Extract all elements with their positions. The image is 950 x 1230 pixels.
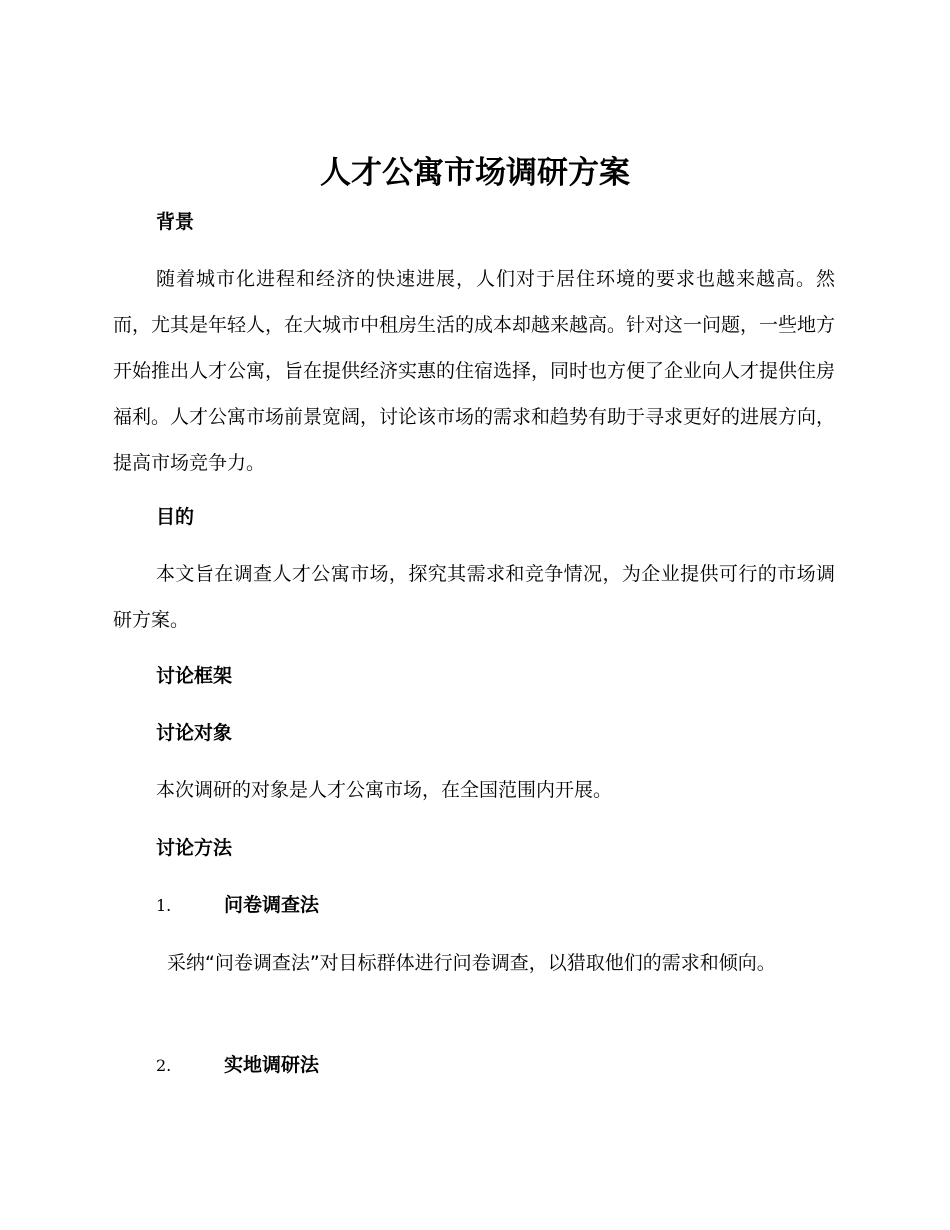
method-label: 问卷调查法: [224, 894, 320, 916]
document-title: 人才公寓市场调研方案: [320, 155, 630, 191]
subject-heading: 讨论对象: [156, 722, 233, 744]
method-item-2: [156, 1050, 319, 1081]
method-label: 实地调研法: [224, 1054, 320, 1076]
background-paragraph: 随着城市化进程和经济的快速进展，人们对于居住环境的要求也越来越高。然而，尤其是年轻人，在大城市中租房生活的成本却越来越高。针对这一问题，一些地方开始推出人才公寓，旨在提供经济实惠的住宿选择，同时也方便了企业向人才提供住房福利。人才公寓市场前景宽阔，讨论该市场的需求和趋势有助于寻求更好的进展方向，提高市场竞争力。: [113, 268, 836, 474]
list-number: 2.: [156, 1056, 172, 1075]
list-number: 1.: [156, 896, 172, 915]
method-heading: 讨论方法: [156, 837, 233, 859]
subject-paragraph: 本次调研的对象是人才公寓市场，在全国范围内开展。: [156, 779, 613, 801]
background-heading: 背景: [156, 211, 195, 233]
method-1-paragraph: 采纳“问卷调查法”对目标群体进行问卷调查，以猎取他们的需求和倾向。: [167, 952, 776, 974]
method-item-1: [156, 890, 319, 921]
purpose-paragraph: 本文旨在调查人才公寓市场，探究其需求和竞争情况，为企业提供可行的市场调研方案。: [113, 563, 835, 631]
purpose-heading: 目的: [156, 506, 195, 528]
framework-heading: 讨论框架: [156, 665, 233, 687]
